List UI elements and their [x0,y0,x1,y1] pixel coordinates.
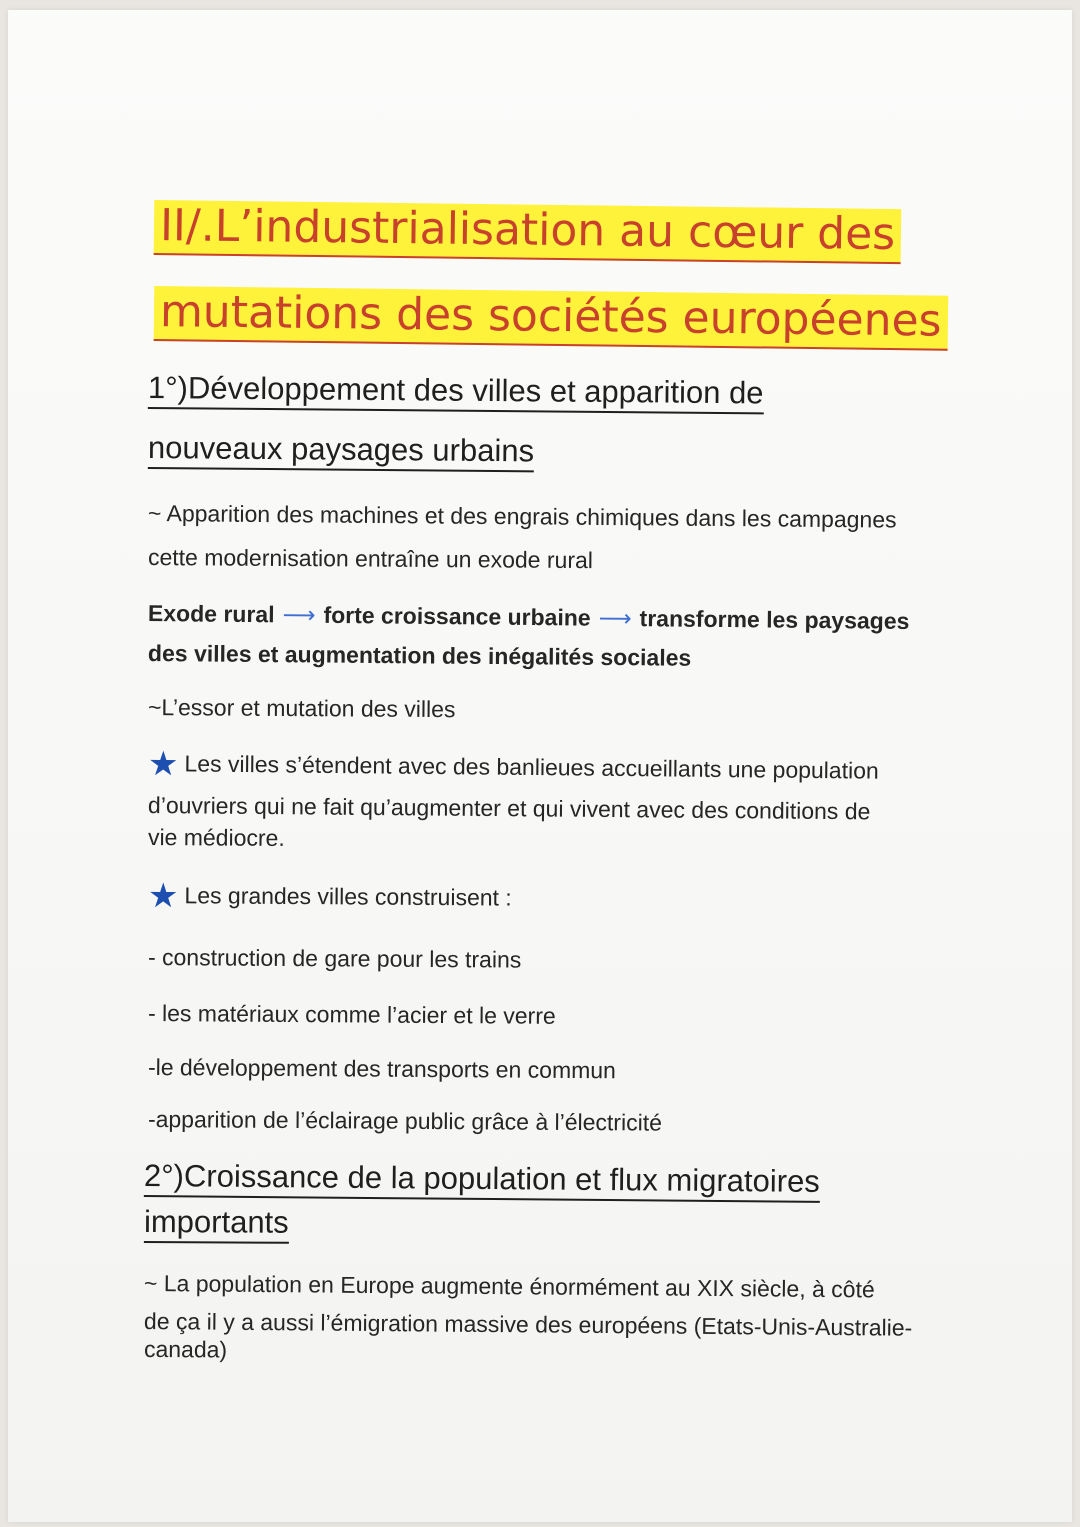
list-item: -le développement des transports en commun [147,1054,617,1084]
section-2-heading-line-1: 2°)Croissance de la population et flux migratoires [144,1156,820,1202]
arrow-right-icon: ⟶ [598,604,632,632]
flow-line-1: Exode rural ⟶ forte croissance urbaine ⟶ transforme les paysages [147,600,910,634]
tilde-bullet: ~ [147,500,162,527]
paragraph-machines-line-2: cette modernisation entraîne un exode rural [147,544,594,574]
paper-sheet [8,10,1072,1522]
page-title-line-2: mutations des sociétés européenes [154,282,1025,353]
star-paragraph-line-3: vie médiocre. [147,824,285,851]
section-1-heading-line-1: 1°)Développement des villes et apparition de [148,368,764,413]
list-item: -apparition de l’éclairage public grâce à l’électricité [147,1106,663,1136]
star-icon: ★ [147,745,179,784]
section-2-heading-line-2: importants [144,1202,289,1243]
section-1-heading-line-2: nouveaux paysages urbains [148,428,534,471]
essor-line: ~L’essor et mutation des villes [147,694,456,723]
page-title-line-1: II/.L’industrialisation au cœur des [154,196,1025,267]
paragraph-population-line-2: de ça il y a aussi l’émigration massive des européens (Etats-Unis-Australie- [143,1308,913,1341]
arrow-right-icon: ⟶ [282,601,316,628]
flow-line-2: des villes et augmentation des inégalités sociales [147,640,692,671]
paragraph-machines-line-1: ~ Apparition des machines et des engrais chimiques dans les campagnes [147,500,897,533]
tilde-bullet: ~ [147,694,162,721]
tilde-bullet: ~ [143,1270,158,1297]
list-item: - les matériaux comme l’acier et le verre [147,1000,556,1029]
paragraph-population-line-1: ~ La population en Europe augmente énormément au XIX siècle, à côté [143,1270,875,1303]
star-icon: ★ [147,877,179,916]
star-paragraph-line-1: ★ Les villes s’étendent avec des banlieues accueillants une population [147,745,879,784]
list-item: - construction de gare pour les trains [147,944,522,973]
paragraph-population-line-3: canada) [143,1336,228,1363]
star-paragraph-line-2: d’ouvriers qui ne fait qu’augmenter et qui vivent avec des conditions de [147,792,871,825]
star-heading: ★ Les grandes villes construisent : [147,877,512,916]
